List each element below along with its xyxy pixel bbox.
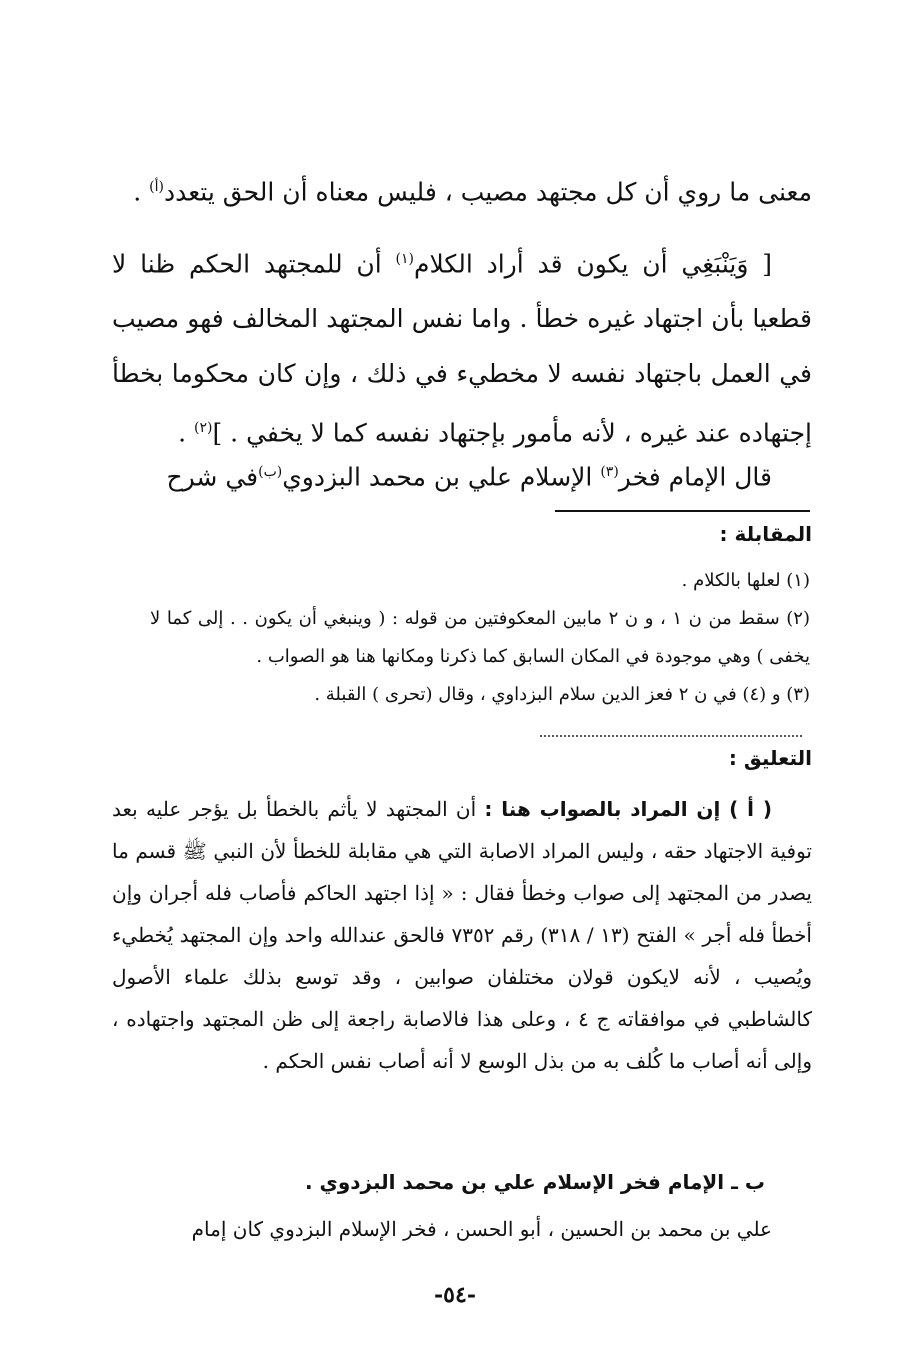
- taliq-heading: التعليق :: [728, 746, 812, 770]
- imam-text-2: الإسلام علي بن محمد البزدوي: [282, 462, 601, 492]
- bracketed-paragraph: [112, 232, 812, 461]
- muqabala-note-3: (٣) و (٤) في ن ٢ فعز الدين سلام البزداوي ، وقال (تحرى ) القبلة .: [314, 684, 810, 705]
- note-a-label: ( أ ) إن المراد بالصواب هنا :: [484, 797, 772, 821]
- page-number: -٥٤-: [434, 1282, 476, 1308]
- footnote-separator: [555, 510, 810, 512]
- muqabala-note-1: (١) لعلها بالكلام .: [681, 570, 810, 591]
- note-mark-2: (٢): [194, 420, 213, 437]
- note-mark-3: (٣): [600, 464, 619, 480]
- bracket-open-text: [ وَيَنْبَغِي أن يكون قد أراد الكلام: [414, 249, 772, 279]
- note-a-text: أن المجتهد لا يأثم بالخطأ بل يؤجر عليه بعد توفية الاجتهاد حقه ، وليس المراد الاصابة التي هي مقابلة للخطأ لأن النبي ﷺ قسم ما يصدر من المجتهد إلى صواب وخطأ فقال : « إذا اجتهد الحاكم فأصاب فله أجران وإن أخطأ فله أجر » الفتح (١٣ / ٣١٨) رقم ٧٣٥٢ فالحق عندالله واحد وإن المجتهد يُخطيء ويُصيب ، لأنه لايكون قولان مختلفان صوابين ، وقد توسع بذلك علماء الأصول كالشاطبي في موافقاته ج ٤ ، وعلى هذا فالاصابة راجعة إلى ظن المجتهد واجتهاده ، وإلى أنه أصاب ما كُلف به من بذل الوسع لا أنه أصاب نفس الحكم .: [112, 797, 813, 1073]
- intro-end: .: [133, 177, 150, 207]
- imam-text-3: في شرح: [166, 462, 259, 492]
- note-b-heading: ب ـ الإمام فخر الإسلام علي بن محمد البزدوي .: [304, 1170, 765, 1194]
- note-b-text: [112, 1208, 812, 1250]
- muqabala-heading: المقابلة :: [719, 522, 812, 546]
- muqabala-note-2: (٢) سقط من ن ١ ، و ن ٢ مابين المعكوفتين من قوله : ( وينبغي أن يكون . . إلى كما لا يخفى ) وهي موجودة في المكان السابق كما ذكرنا ومكانها هنا هو الصواب .: [150, 608, 810, 667]
- note-mark-1: (١): [395, 251, 415, 267]
- bracket-end: .: [178, 418, 195, 448]
- bracket-body-text: أن للمجتهد الحكم ظنا لا قطعيا بأن اجتهاد غيره خطأ . واما نفس المجتهد المخالف فهو مصيب في العمل باجتهاد نفسه لا مخطيء في ذلك ، وإن كان محكوما بخطأ إجتهاده عند غيره ، لأنه مأمور بإجتهاد نفسه كما لا يخفي . ]: [112, 249, 812, 448]
- dotted-separator: [540, 735, 802, 737]
- taliq-note-a: [112, 788, 812, 1082]
- imam-text-1: قال الإمام فخر: [618, 462, 772, 492]
- note-b-body: علي بن محمد بن الحسين ، أبو الحسن ، فخر الإسلام البزدوي كان إمام: [191, 1217, 772, 1241]
- imam-line: [112, 445, 812, 504]
- note-mark-b: (ب): [258, 464, 283, 480]
- main-intro-line: [112, 160, 812, 219]
- note-mark-a: (أ): [149, 179, 164, 195]
- intro-text: معنى ما روي أن كل مجتهد مصيب ، فليس معناه أن الحق يتعدد: [163, 177, 812, 207]
- muqabala-notes: [150, 562, 810, 714]
